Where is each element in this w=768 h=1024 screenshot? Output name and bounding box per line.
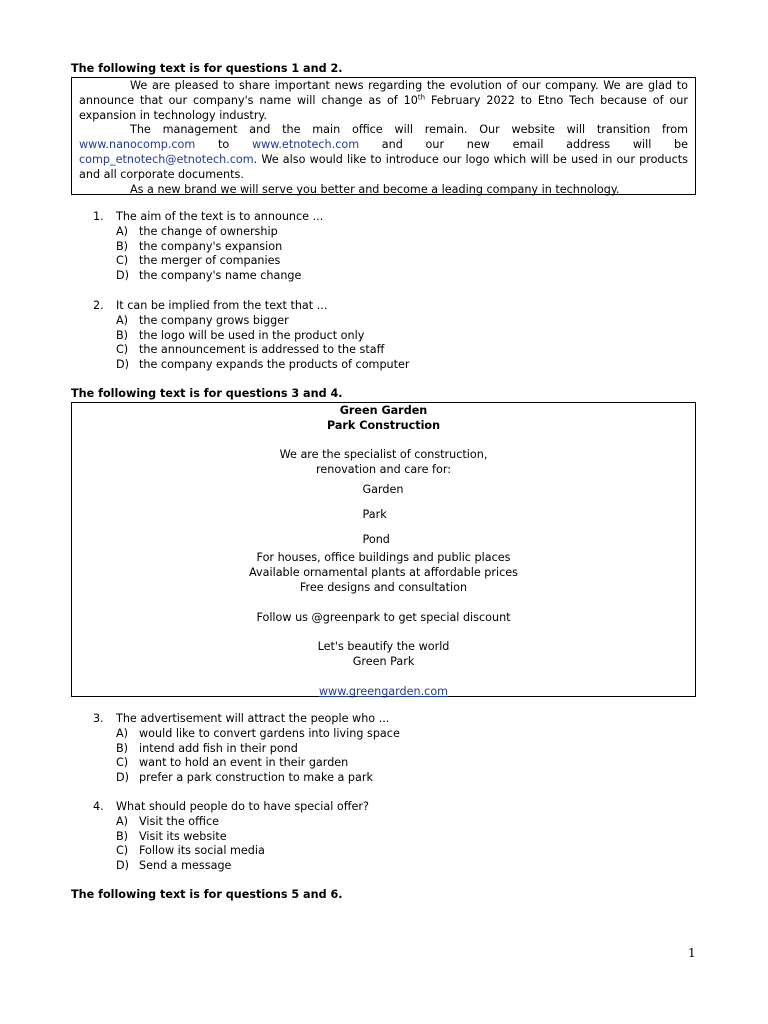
email-link[interactable]: comp_etnotech@etnotech.com	[79, 152, 254, 166]
announcement-paragraph-3: As a new brand we will serve you better and become a leading company in technology.	[130, 182, 620, 196]
ad-title: Green Garden	[339, 404, 428, 417]
question-stem: It can be implied from the text that ...	[116, 299, 328, 312]
option-c: C) the merger of companies	[116, 254, 281, 268]
option-b: B) the logo will be used in the product only	[116, 328, 365, 342]
ad-bullet-garden: Garden	[362, 482, 404, 496]
ad-website-link[interactable]: www.greengarden.com	[318, 684, 449, 698]
ad-line-2: Available ornamental plants at affordable prices	[249, 566, 518, 580]
ad-bullet-pond: Pond	[362, 532, 390, 546]
option-a: A) Visit the office	[116, 814, 220, 828]
page-number: 1	[688, 946, 696, 960]
option-b: B) the company's expansion	[116, 239, 283, 253]
ad-follow-line: Follow us @greenpark to get special discount	[256, 610, 511, 624]
ad-slogan: Let's beautify the world	[317, 640, 450, 654]
question-3: 3. The advertisement will attract the people who ... A) would like to convert gardens into living space B) intend add fish in their pond C) want to hold an event in their garden D) prefer a park construction to make a park	[93, 712, 400, 785]
option-b: B) Visit its website	[116, 829, 227, 843]
ad-subtitle: Park Construction	[326, 418, 441, 432]
question-stem: What should people do to have special offer?	[116, 800, 369, 813]
new-website-link[interactable]: www.etnotech.com	[251, 138, 360, 152]
option-d: D) prefer a park construction to make a park	[116, 771, 373, 785]
option-c: C) the announcement is addressed to the staff	[116, 343, 385, 357]
option-d: D) the company expands the products of computer	[116, 358, 410, 372]
question-stem: The advertisement will attract the people who ...	[116, 712, 390, 725]
old-website-link[interactable]: www.nanocomp.com	[79, 138, 196, 152]
section-heading-q1-2: The following text is for questions 1 and 2.	[71, 62, 343, 75]
announcement-box	[71, 77, 696, 195]
ad-line-3: Free designs and consultation	[299, 580, 468, 594]
question-2: 2. It can be implied from the text that ... A) the company grows bigger B) the logo will be used in the product only C) the announcement is addressed to the staff D) the company expands the products of computer	[93, 299, 410, 372]
ad-intro-line-1: We are the specialist of construction,	[279, 448, 488, 462]
announcement-paragraph-2: The management and the main office will remain. Our website will transition from www.nanocomp.com to www.etnotech.com and our new email address will be comp_etnotech@etnotech.com. We also would like to introduce our logo which will be used in our products and all corporate documents.	[79, 123, 688, 181]
question-4: 4. What should people do to have special offer? A) Visit the office B) Visit its website C) Follow its social media D) Send a message	[93, 800, 369, 873]
ad-bullet-park: Park	[362, 507, 387, 521]
announcement-paragraph-1: We are pleased to share important news regarding the evolution of our company. We are glad to announce that our company's name will change as of 10th February 2022 to Etno Tech because of our expansion in technology industry.	[79, 79, 688, 122]
option-c: C) want to hold an event in their garden	[116, 756, 349, 770]
option-d: D) Send a message	[116, 859, 232, 873]
option-d: D) the company's name change	[116, 269, 302, 283]
question-1: 1. The aim of the text is to announce ... A) the change of ownership B) the company's expansion C) the merger of companies D) the company's name change	[93, 210, 324, 283]
section-heading-q5-6: The following text is for questions 5 and 6.	[71, 888, 343, 901]
advertisement-box	[71, 402, 696, 697]
option-a: A) would like to convert gardens into living space	[116, 726, 400, 740]
question-stem: The aim of the text is to announce ...	[116, 210, 324, 223]
section-heading-q3-4: The following text is for questions 3 and 4.	[71, 387, 343, 400]
option-a: A) the company grows bigger	[116, 313, 289, 327]
option-a: A) the change of ownership	[116, 224, 278, 238]
option-b: B) intend add fish in their pond	[116, 741, 298, 755]
ad-line-1: For houses, office buildings and public places	[256, 551, 511, 565]
ad-intro-line-2: renovation and care for:	[316, 463, 451, 477]
option-c: C) Follow its social media	[116, 844, 265, 858]
ad-signature: Green Park	[352, 654, 415, 668]
